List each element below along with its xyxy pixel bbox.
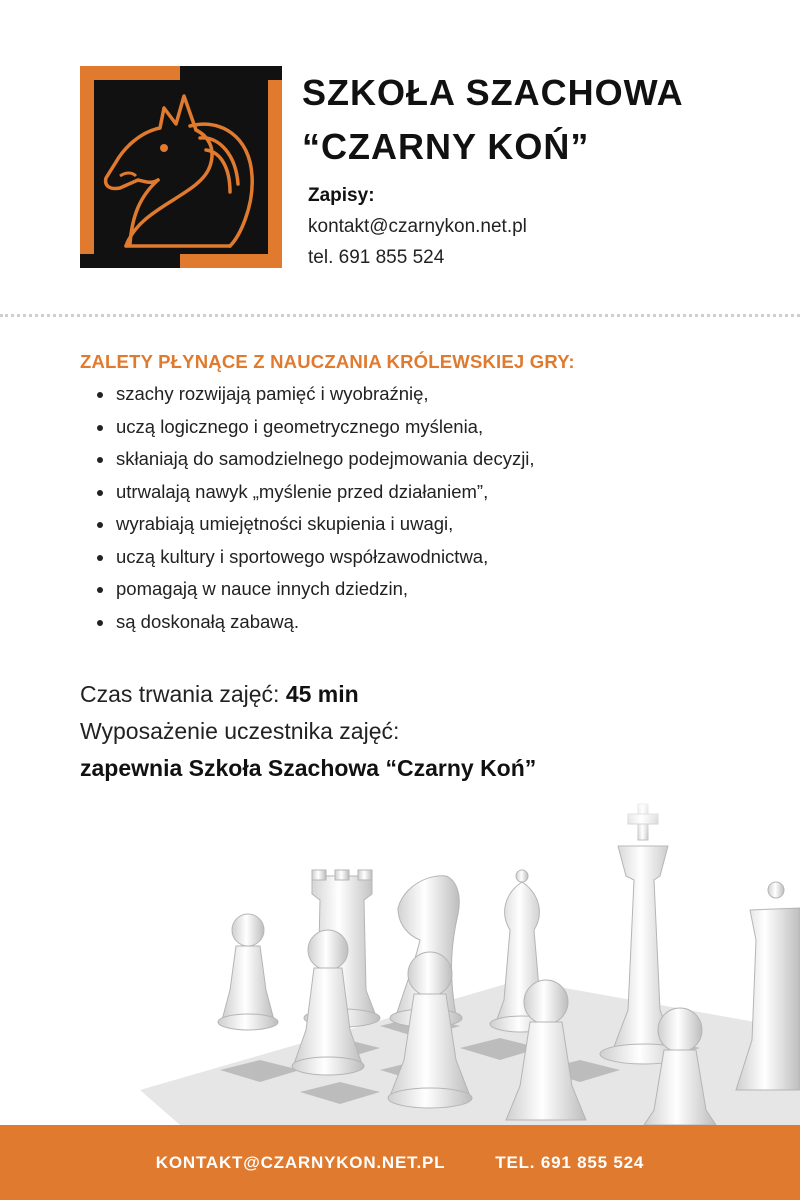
duration-label: Czas trwania zajęć: bbox=[80, 681, 286, 707]
duration-row bbox=[80, 676, 536, 713]
equipment-value: zapewnia Szkoła Szachowa “Czarny Koń” bbox=[80, 755, 537, 781]
footer-bar bbox=[0, 1125, 800, 1200]
benefit-item: pomagają w nauce innych dziedzin, bbox=[80, 573, 740, 606]
footer-email[interactable]: KONTAKT@CZARNYKON.NET.PL bbox=[155, 1152, 446, 1172]
title-line-2: “CZARNY KOŃ” bbox=[302, 126, 590, 167]
equipment-label: Wyposażenie uczestnika zajęć: bbox=[80, 718, 400, 744]
signup-email[interactable]: kontakt@czarnykon.net.pl bbox=[308, 216, 527, 237]
signup-label: Zapisy: bbox=[308, 185, 375, 206]
benefit-item: uczą logicznego i geometrycznego myślenia, bbox=[80, 411, 740, 444]
school-title bbox=[302, 66, 684, 174]
signup-block bbox=[308, 180, 527, 273]
benefit-item: utrwalają nawyk „myślenie przed działaniem”, bbox=[80, 476, 740, 509]
benefits-list bbox=[80, 378, 740, 638]
class-info bbox=[80, 676, 536, 787]
signup-phone[interactable]: tel. 691 855 524 bbox=[308, 247, 445, 268]
benefit-item: wyrabiają umiejętności skupienia i uwagi, bbox=[80, 508, 740, 541]
footer-phone[interactable]: TEL. 691 855 524 bbox=[495, 1152, 645, 1172]
chess-pieces-photo bbox=[0, 790, 800, 1125]
benefit-item: są doskonałą zabawą. bbox=[80, 606, 740, 639]
benefit-item: skłaniają do samodzielnego podejmowania decyzji, bbox=[80, 443, 740, 476]
duration-value: 45 min bbox=[285, 681, 359, 707]
benefits-heading: ZALETY PŁYNĄCE Z NAUCZANIA KRÓLEWSKIEJ GRY: bbox=[80, 351, 575, 372]
benefit-item: szachy rozwijają pamięć i wyobraźnię, bbox=[80, 378, 740, 411]
benefit-item: uczą kultury i sportowego współzawodnictwa, bbox=[80, 541, 740, 574]
title-line-1: SZKOŁA SZACHOWA bbox=[302, 72, 684, 113]
dotted-divider bbox=[0, 314, 800, 317]
benefits-section bbox=[80, 348, 740, 638]
knight-logo-icon bbox=[80, 66, 282, 268]
